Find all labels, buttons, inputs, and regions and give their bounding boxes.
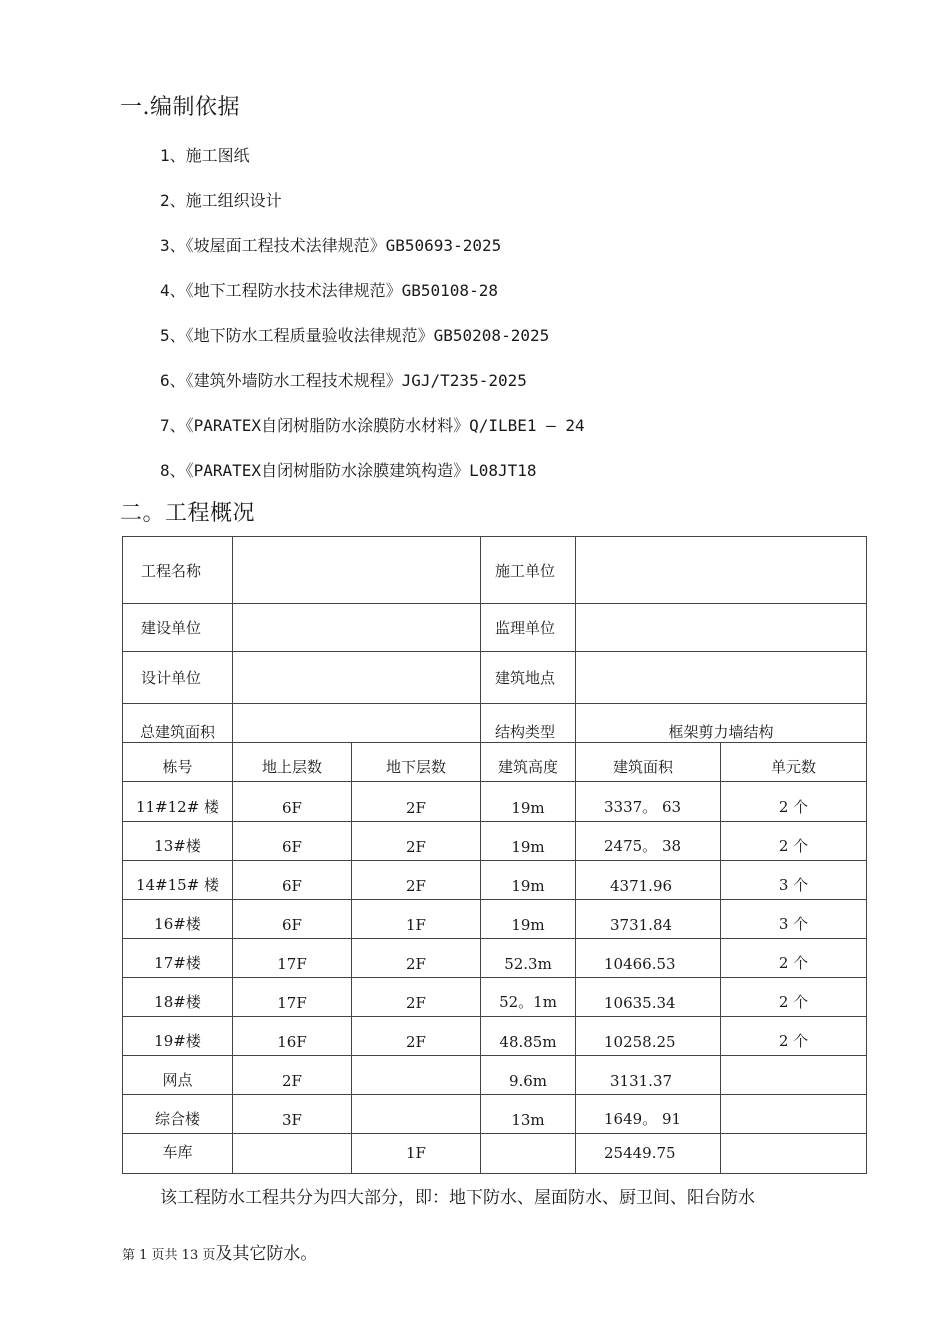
page-number: 第 1 页共 13 页	[122, 1248, 216, 1263]
builder-label: 建设单位	[123, 604, 233, 652]
cell-height: 19m	[481, 861, 576, 900]
reference-item: 7、《PARATEX自闭树脂防水涂膜防水材料》Q/ILBE1 — 24	[160, 416, 585, 435]
cell-floors-above: 6F	[233, 782, 352, 822]
reference-item: 1、施工图纸	[160, 146, 250, 165]
info-row	[123, 537, 867, 604]
cell-floors-below	[352, 1095, 481, 1134]
cell-units: 2 个	[721, 822, 867, 861]
cell-building: 17#楼	[123, 939, 233, 978]
designer-value	[233, 652, 481, 704]
cell-height: 19m	[481, 900, 576, 939]
info-row	[123, 604, 867, 652]
supervisor-value	[576, 604, 867, 652]
cell-height	[481, 1134, 576, 1174]
cell-units: 3 个	[721, 900, 867, 939]
col-header-height: 建筑高度	[481, 743, 576, 782]
total-area-label: 总建筑面积	[123, 704, 233, 743]
cell-units: 2 个	[721, 978, 867, 1017]
page-footer	[122, 1239, 317, 1264]
designer-label: 设计单位	[123, 652, 233, 704]
cell-height: 48.85m	[481, 1017, 576, 1056]
table-row	[123, 1095, 867, 1134]
cell-building: 11#12# 楼	[123, 782, 233, 822]
reference-item: 8、《PARATEX自闭树脂防水涂膜建筑构造》L08JT18	[160, 461, 537, 480]
cell-units: 2 个	[721, 1017, 867, 1056]
cell-floors-below: 2F	[352, 782, 481, 822]
cell-floors-above: 17F	[233, 978, 352, 1017]
col-header-floors-below: 地下层数	[352, 743, 481, 782]
cell-floors-above: 3F	[233, 1095, 352, 1134]
cell-building: 19#楼	[123, 1017, 233, 1056]
cell-floors-below: 2F	[352, 939, 481, 978]
col-header-units: 单元数	[721, 743, 867, 782]
supervisor-label: 监理单位	[481, 604, 576, 652]
reference-item: 3、《坡屋面工程技术法律规范》GB50693-2025	[160, 236, 502, 255]
cell-height: 13m	[481, 1095, 576, 1134]
reference-item: 2、施工组织设计	[160, 191, 282, 210]
cell-floors-above: 16F	[233, 1017, 352, 1056]
paragraph-continuation: 及其它防水。	[215, 1244, 318, 1264]
cell-units	[721, 1095, 867, 1134]
section2-title: 二。工程概况	[120, 501, 256, 526]
cell-building: 综合楼	[123, 1095, 233, 1134]
cell-area: 25449.75	[576, 1134, 721, 1174]
structure-value: 框架剪力墙结构	[576, 704, 867, 743]
cell-floors-below: 2F	[352, 978, 481, 1017]
cell-floors-above: 2F	[233, 1056, 352, 1095]
info-row	[123, 652, 867, 704]
table-row	[123, 1056, 867, 1095]
reference-item: 5、《地下防水工程质量验收法律规范》GB50208-2025	[160, 326, 550, 345]
col-header-building: 栋号	[123, 743, 233, 782]
cell-units	[721, 1134, 867, 1174]
cell-area: 1649。 91	[576, 1095, 721, 1134]
builder-value	[233, 604, 481, 652]
table-row	[123, 900, 867, 939]
cell-floors-below: 2F	[352, 822, 481, 861]
project-overview-table	[122, 536, 867, 1174]
cell-units: 2 个	[721, 939, 867, 978]
cell-floors-above: 6F	[233, 822, 352, 861]
cell-building: 网点	[123, 1056, 233, 1095]
table-row	[123, 1017, 867, 1056]
cell-floors-below	[352, 1056, 481, 1095]
table-row	[123, 978, 867, 1017]
project-name-label: 工程名称	[123, 537, 233, 604]
cell-floors-below: 1F	[352, 900, 481, 939]
structure-label: 结构类型	[481, 704, 576, 743]
cell-floors-above: 6F	[233, 861, 352, 900]
table-row	[123, 822, 867, 861]
cell-building: 18#楼	[123, 978, 233, 1017]
cell-floors-above: 6F	[233, 900, 352, 939]
cell-height: 52。1m	[481, 978, 576, 1017]
cell-height: 19m	[481, 782, 576, 822]
construction-unit-label: 施工单位	[481, 537, 576, 604]
col-header-floors-above: 地上层数	[233, 743, 352, 782]
cell-building: 13#楼	[123, 822, 233, 861]
cell-area: 3337。 63	[576, 782, 721, 822]
location-label: 建筑地点	[481, 652, 576, 704]
project-name-value	[233, 537, 481, 604]
reference-item: 6、《建筑外墙防水工程技术规程》JGJ/T235-2025	[160, 371, 527, 390]
table-row	[123, 1134, 867, 1174]
construction-unit-value	[576, 537, 867, 604]
cell-units: 3 个	[721, 861, 867, 900]
col-header-area: 建筑面积	[576, 743, 721, 782]
table-row	[123, 782, 867, 822]
cell-area: 10635.34	[576, 978, 721, 1017]
info-row	[123, 704, 867, 743]
cell-area: 3131.37	[576, 1056, 721, 1095]
cell-height: 19m	[481, 822, 576, 861]
cell-height: 52.3m	[481, 939, 576, 978]
table-row	[123, 939, 867, 978]
cell-building: 14#15# 楼	[123, 861, 233, 900]
cell-floors-below: 2F	[352, 1017, 481, 1056]
cell-floors-above	[233, 1134, 352, 1174]
cell-height: 9.6m	[481, 1056, 576, 1095]
cell-area: 10258.25	[576, 1017, 721, 1056]
header-row	[123, 743, 867, 782]
cell-units	[721, 1056, 867, 1095]
cell-area: 4371.96	[576, 861, 721, 900]
cell-building: 16#楼	[123, 900, 233, 939]
cell-area: 10466.53	[576, 939, 721, 978]
cell-units: 2 个	[721, 782, 867, 822]
cell-floors-below: 2F	[352, 861, 481, 900]
cell-area: 3731.84	[576, 900, 721, 939]
cell-area: 2475。 38	[576, 822, 721, 861]
cell-floors-above: 17F	[233, 939, 352, 978]
cell-building: 车库	[123, 1134, 233, 1174]
total-area-value	[233, 704, 481, 743]
reference-item: 4、《地下工程防水技术法律规范》GB50108-28	[160, 281, 498, 300]
cell-floors-below: 1F	[352, 1134, 481, 1174]
table-row	[123, 861, 867, 900]
waterproof-summary-paragraph: 该工程防水工程共分为四大部分，即：地下防水、屋面防水、厨卫间、阳台防水	[160, 1188, 755, 1208]
location-value	[576, 652, 867, 704]
section1-title: 一.编制依据	[120, 95, 240, 120]
